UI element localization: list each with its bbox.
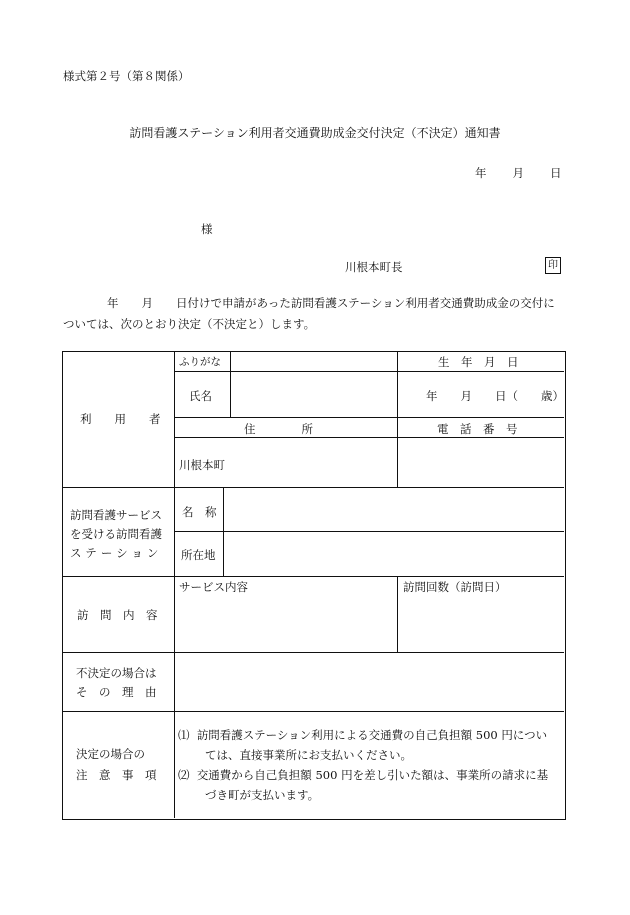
date-month: 月: [512, 166, 524, 180]
seal-mark: 印: [545, 257, 561, 274]
body-text-line-1: 年 月 日付けで申請があった訪問看護ステーション利用者交通費助成金の交付に: [107, 296, 555, 310]
address-value: 川根本町: [179, 458, 225, 472]
notes-label-line-2: 注 意 事 項: [76, 768, 157, 782]
station-label-line-2: を受ける訪問看護: [70, 527, 162, 541]
furigana-label: ふりがな: [179, 356, 221, 368]
table-line: [174, 437, 564, 438]
table-line: [397, 576, 398, 652]
visit-content-label: 訪 問 内 容: [77, 608, 158, 622]
name-label: 氏名: [189, 389, 212, 403]
birth-date-header: 生 年 月 日: [438, 355, 519, 369]
body-text-line-2: ついては、次のとおり決定（不決定と）します。: [63, 317, 316, 331]
notes-label-line-1: 決定の場合の: [76, 747, 145, 761]
table-line: [174, 417, 564, 418]
table-line: [174, 371, 564, 372]
note-number: ⑴: [178, 728, 190, 742]
birth-date-value: 年 月 日（ 歳）: [426, 389, 564, 403]
station-label-line-3: ステーション: [70, 546, 163, 560]
note-text: 訪問看護ステーション利用による交通費の自己負担額 500 円につい: [196, 728, 548, 742]
note-number: ⑵: [178, 768, 190, 782]
station-name-label: 名 称: [182, 505, 217, 519]
document-title: 訪問看護ステーション利用者交通費助成金交付決定（不決定）通知書: [129, 126, 501, 140]
table-line: [174, 351, 175, 818]
user-label: 利 用 者: [80, 412, 161, 426]
table-line: [62, 487, 564, 488]
table-line: [62, 652, 564, 653]
sender-name: 川根本町長: [345, 260, 403, 274]
note-item-1-continued: ては、直接事業所にお支払いください。: [205, 748, 412, 762]
table-line: [223, 487, 224, 576]
table-line: [62, 576, 564, 577]
issue-date: [475, 165, 562, 181]
station-label-line-1: 訪問看護サービス: [70, 508, 162, 522]
table-line: [62, 711, 564, 712]
note-item-1: [178, 725, 564, 745]
table-line: [174, 531, 564, 532]
notes-list: [178, 725, 564, 805]
visit-count-label: 訪問回数（訪問日）: [403, 580, 507, 594]
note-item-2: [178, 765, 564, 785]
table-line: [397, 351, 398, 487]
note-item-2-continued: づき町が支払います。: [205, 788, 320, 802]
note-text: 交通費から自己負担額 500 円を差し引いた額は、事業所の請求に基: [196, 768, 549, 782]
date-day: 日: [550, 166, 562, 180]
station-location-label: 所在地: [181, 548, 216, 562]
reason-label-line-2: そ の 理 由: [76, 685, 157, 699]
table-line: [230, 351, 231, 417]
address-header: 住 所: [244, 422, 313, 436]
phone-header: 電 話 番 号: [437, 422, 518, 436]
reason-label-line-1: 不決定の場合は: [76, 666, 157, 680]
service-content-label: サービス内容: [179, 580, 248, 594]
form-number: 様式第２号（第８関係）: [63, 69, 190, 83]
addressee-suffix: 様: [201, 222, 213, 236]
date-year: 年: [475, 166, 487, 180]
